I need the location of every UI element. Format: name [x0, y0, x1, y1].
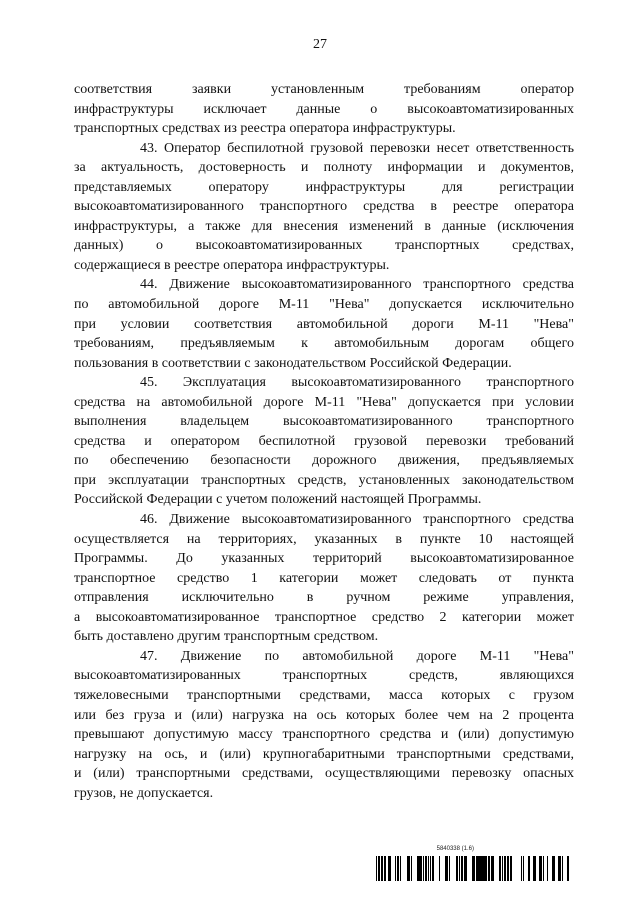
text-line: инфраструктуры, а также для внесения изменений в данные (исключения — [74, 218, 574, 234]
text-line: пользования в соответствии с законодательством Российской Федерации. — [74, 355, 512, 371]
text-line: инфраструктуры исключает данные о высокоавтоматизированных — [74, 101, 574, 117]
page-number: 27 — [313, 37, 327, 52]
page-footer — [376, 845, 570, 881]
text-line: транспортных средствах из реестра оператора инфраструктуры. — [74, 121, 456, 137]
text-line: по обеспечению безопасности дорожного движения, предъявляемых — [74, 453, 574, 469]
text-line: или без груза и (или) нагрузка на ось которых более чем на 2 процента — [74, 707, 574, 723]
text-line: требованиям, предъявляемым к автомобильным дорогам общего — [74, 336, 574, 352]
text-line: средства и оператором беспилотной грузовой перевозки требований — [74, 433, 574, 449]
text-line: при условии соответствия автомобильной дороги М-11 "Нева" — [74, 316, 574, 332]
text-line: и (или) транспортными средствами, осуществляющими перевозку опасных — [74, 766, 574, 782]
text-line: выполнения владельцем высокоавтоматизированного транспортного — [74, 414, 574, 430]
text-line: тяжеловесными транспортными средствами, масса которых с грузом — [74, 687, 574, 703]
text-line: 46. Движение высокоавтоматизированного транспортного средства — [140, 512, 574, 528]
barcode-icon — [376, 856, 570, 881]
text-line: нагрузку на ось, и (или) крупногабаритными транспортными средствами, — [74, 746, 574, 762]
text-line: осуществляется на территориях, указанных в пункте 10 настоящей — [74, 531, 574, 547]
text-line: представляемых оператору инфраструктуры для регистрации — [74, 179, 574, 195]
text-line: соответствия заявки установленным требованиям оператор — [74, 82, 574, 97]
text-line: высокоавтоматизированных транспортных средств, являющихся — [74, 668, 574, 684]
text-line: грузов, не допускается. — [74, 785, 214, 801]
text-line: 47. Движение по автомобильной дороге М-11 "Нева" — [140, 648, 574, 664]
text-line: транспортное средство 1 категории может следовать от пункта — [74, 570, 574, 586]
text-line: превышают допустимую массу транспортного средства и (или) допустимую — [74, 727, 574, 743]
text-line: при эксплуатации транспортных средств, установленных законодательством — [74, 472, 574, 488]
text-line: содержащиеся в реестре оператора инфраструктуры. — [74, 257, 390, 273]
text-line: быть доставлено другим транспортным средством. — [74, 629, 379, 645]
document-code: 5840338 (1.6) — [436, 846, 474, 852]
text-line: по автомобильной дороге М-11 "Нева" допускается исключительно — [74, 297, 574, 313]
text-line: за актуальность, достоверность и полноту информации и документов, — [74, 160, 574, 176]
text-line: Программы. До указанных территорий высокоавтоматизированное — [74, 551, 574, 567]
text-line: высокоавтоматизированного транспортного средства в реестре оператора — [74, 199, 574, 215]
text-line: а высокоавтоматизированное транспортное средство 2 категории может — [74, 609, 574, 625]
text-line: отправления исключительно в ручном режиме управления, — [74, 590, 574, 606]
text-line: 45. Эксплуатация высокоавтоматизированного транспортного — [140, 375, 574, 391]
body-text — [74, 80, 574, 803]
text-line: средства на автомобильной дороге М-11 "Нева" допускается при условии — [74, 394, 574, 410]
text-line: 44. Движение высокоавтоматизированного транспортного средства — [140, 277, 574, 293]
text-line: Российской Федерации с учетом положений настоящей Программы. — [74, 492, 482, 508]
text-line: 43. Оператор беспилотной грузовой перевозки несет ответственность — [140, 140, 574, 156]
text-line: данных) о высокоавтоматизированных транспортных средствах, — [74, 238, 574, 254]
